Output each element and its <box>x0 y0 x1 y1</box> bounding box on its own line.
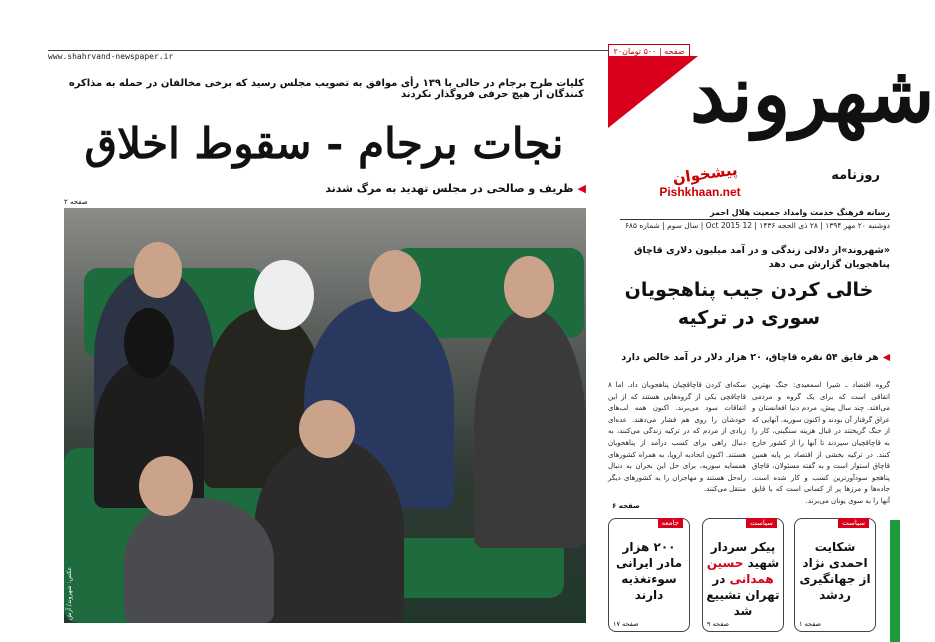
page-reference: صفحه ۱۷ <box>613 620 639 628</box>
red-corner-decoration <box>608 56 698 128</box>
news-box-funeral <box>702 518 784 632</box>
newspaper-logo: شهروند <box>690 49 935 140</box>
page-reference: صفحه ۹ <box>707 620 730 628</box>
main-headline: نجات برجام - سقوط اخلاق <box>84 119 564 168</box>
bullet-icon: ◀ <box>882 352 890 363</box>
turban <box>124 308 174 378</box>
logo-prefix: روزنامه <box>831 168 880 183</box>
article-column-right: گروه اقتصاد ـ شیرا اسمعیدی: جنگ بهترین اتفاقی است که برای یک گروه و مردمی می‌افتد. چند سال پیش، مردم دنیا افغانستان و عراق گرفتار آن بودند و اکنون سوریه. آنهایی که از جنگ گریختند در قبال هزینه سنگینی، کار را به قاچاقچیان سپردند تا آنها را از کشور خارج کنند. در ترکیه بخشی از اقتصاد بر پایه همین قاچاق استوار است و به گفته مسئولان، قاچاق پناهجو سودآورترین کسب و کار شده است. جاده‌ها و مرزها پر از کسانی است که با قایق آنها را به سوی یونان می‌برند. <box>752 381 890 505</box>
box-text-part: پیکر سردار شهید <box>710 540 780 570</box>
website-url: www.shahrvand-newspaper.ir <box>48 50 608 62</box>
main-subhead-text: ظریف و صالحی در مجلس تهدید به مرگ شدند <box>325 182 574 195</box>
person <box>124 498 274 623</box>
side-kicker: «شهروند»از دلالی زندگی و در آمد میلیون دلاری قاچاق پناهجویان گزارش می دهد <box>633 245 890 270</box>
page-reference: صفحه ۶ <box>612 502 640 510</box>
person-head <box>504 256 554 318</box>
watermark-url: Pishkhaan.net <box>659 185 741 199</box>
price-label: ۲۰صفحه | ۵۰۰ تومان <box>608 44 690 58</box>
side-subhead <box>612 352 890 363</box>
news-box-malnutrition <box>608 518 690 632</box>
box-text-highlight: حسین همدانی <box>706 556 774 586</box>
main-photo <box>64 208 586 623</box>
box-text: ۲۰۰ هزار مادر ایرانی سوءتغذیه دارند <box>615 540 683 602</box>
news-box-complaint <box>794 518 876 632</box>
box-tag: سیاست <box>746 518 777 528</box>
article-column-left: سکه‌ای کردن قاچاقچیان پناهجویان داد. اما ۸ قاچاقچی یکی از گروه‌هایی هستند که از این اتفاقات سود می‌برند. اکنون همه لب‌های خودشان را روی هم فشار می‌دهند. عده‌ای زیادی از مردم که در ترکیه زندگی می‌کنند، به دنبال راهی برای کسب درآمد از پناهجویان هستند. اکنون اتحادیه اروپا، به همراه کشورهای همسایه سوریه، برای حل این بحران به دنبال راه‌حل هستند و مهاجران را به کشورهای دیگر منتقل می‌کنند. <box>608 381 746 494</box>
box-text: شکایت احمدی نژاد از جهانگیری ردشد <box>799 540 871 602</box>
watermark-text: پیشخوان <box>671 160 739 188</box>
turban <box>254 260 314 330</box>
side-headline: خالی کردن جیب پناهجویان سوری در ترکیه <box>624 279 874 329</box>
side-subhead-text: هر قایق ۵۴ نفره قاچاق، ۲۰ هزار دلار در آمد خالص دارد <box>621 352 879 363</box>
box-text <box>706 539 780 619</box>
tagline: رسانه فرهنگ خدمت وامداد جمعیت هلال احمر <box>620 208 890 220</box>
box-tag: جامعه <box>658 518 683 528</box>
main-subhead <box>196 182 586 195</box>
person <box>254 438 404 623</box>
box-tag: سیاست <box>838 518 869 528</box>
person <box>474 308 586 548</box>
person-head <box>369 250 421 312</box>
person-head <box>134 242 182 298</box>
main-kicker: کلیات طرح برجام در حالی با ۱۳۹ رأی موافق به تصویب مجلس رسید که برخی مخالفان در حمله به مذاکره کنندگان از هیچ حرفی فروگذار نکردند <box>68 78 584 100</box>
page-edge-strip <box>890 520 900 642</box>
person-head <box>139 456 193 516</box>
photo-credit: عکس: شهروند/ آرش <box>66 566 73 620</box>
bullet-icon: ◀ <box>577 182 586 195</box>
page-reference: صفحه ۲ <box>64 198 88 206</box>
person-head <box>299 400 355 458</box>
box-text-part: در تهران تشییع شد <box>706 572 780 618</box>
dateline: دوشنبه ۲۰ مهر ۱۳۹۴ | ۲۸ ذی الحجه ۱۴۳۶ | 12 Oct 2015 | سال سوم | شماره ۶۸۵ <box>624 221 890 230</box>
page-reference: صفحه ۱ <box>799 620 822 628</box>
